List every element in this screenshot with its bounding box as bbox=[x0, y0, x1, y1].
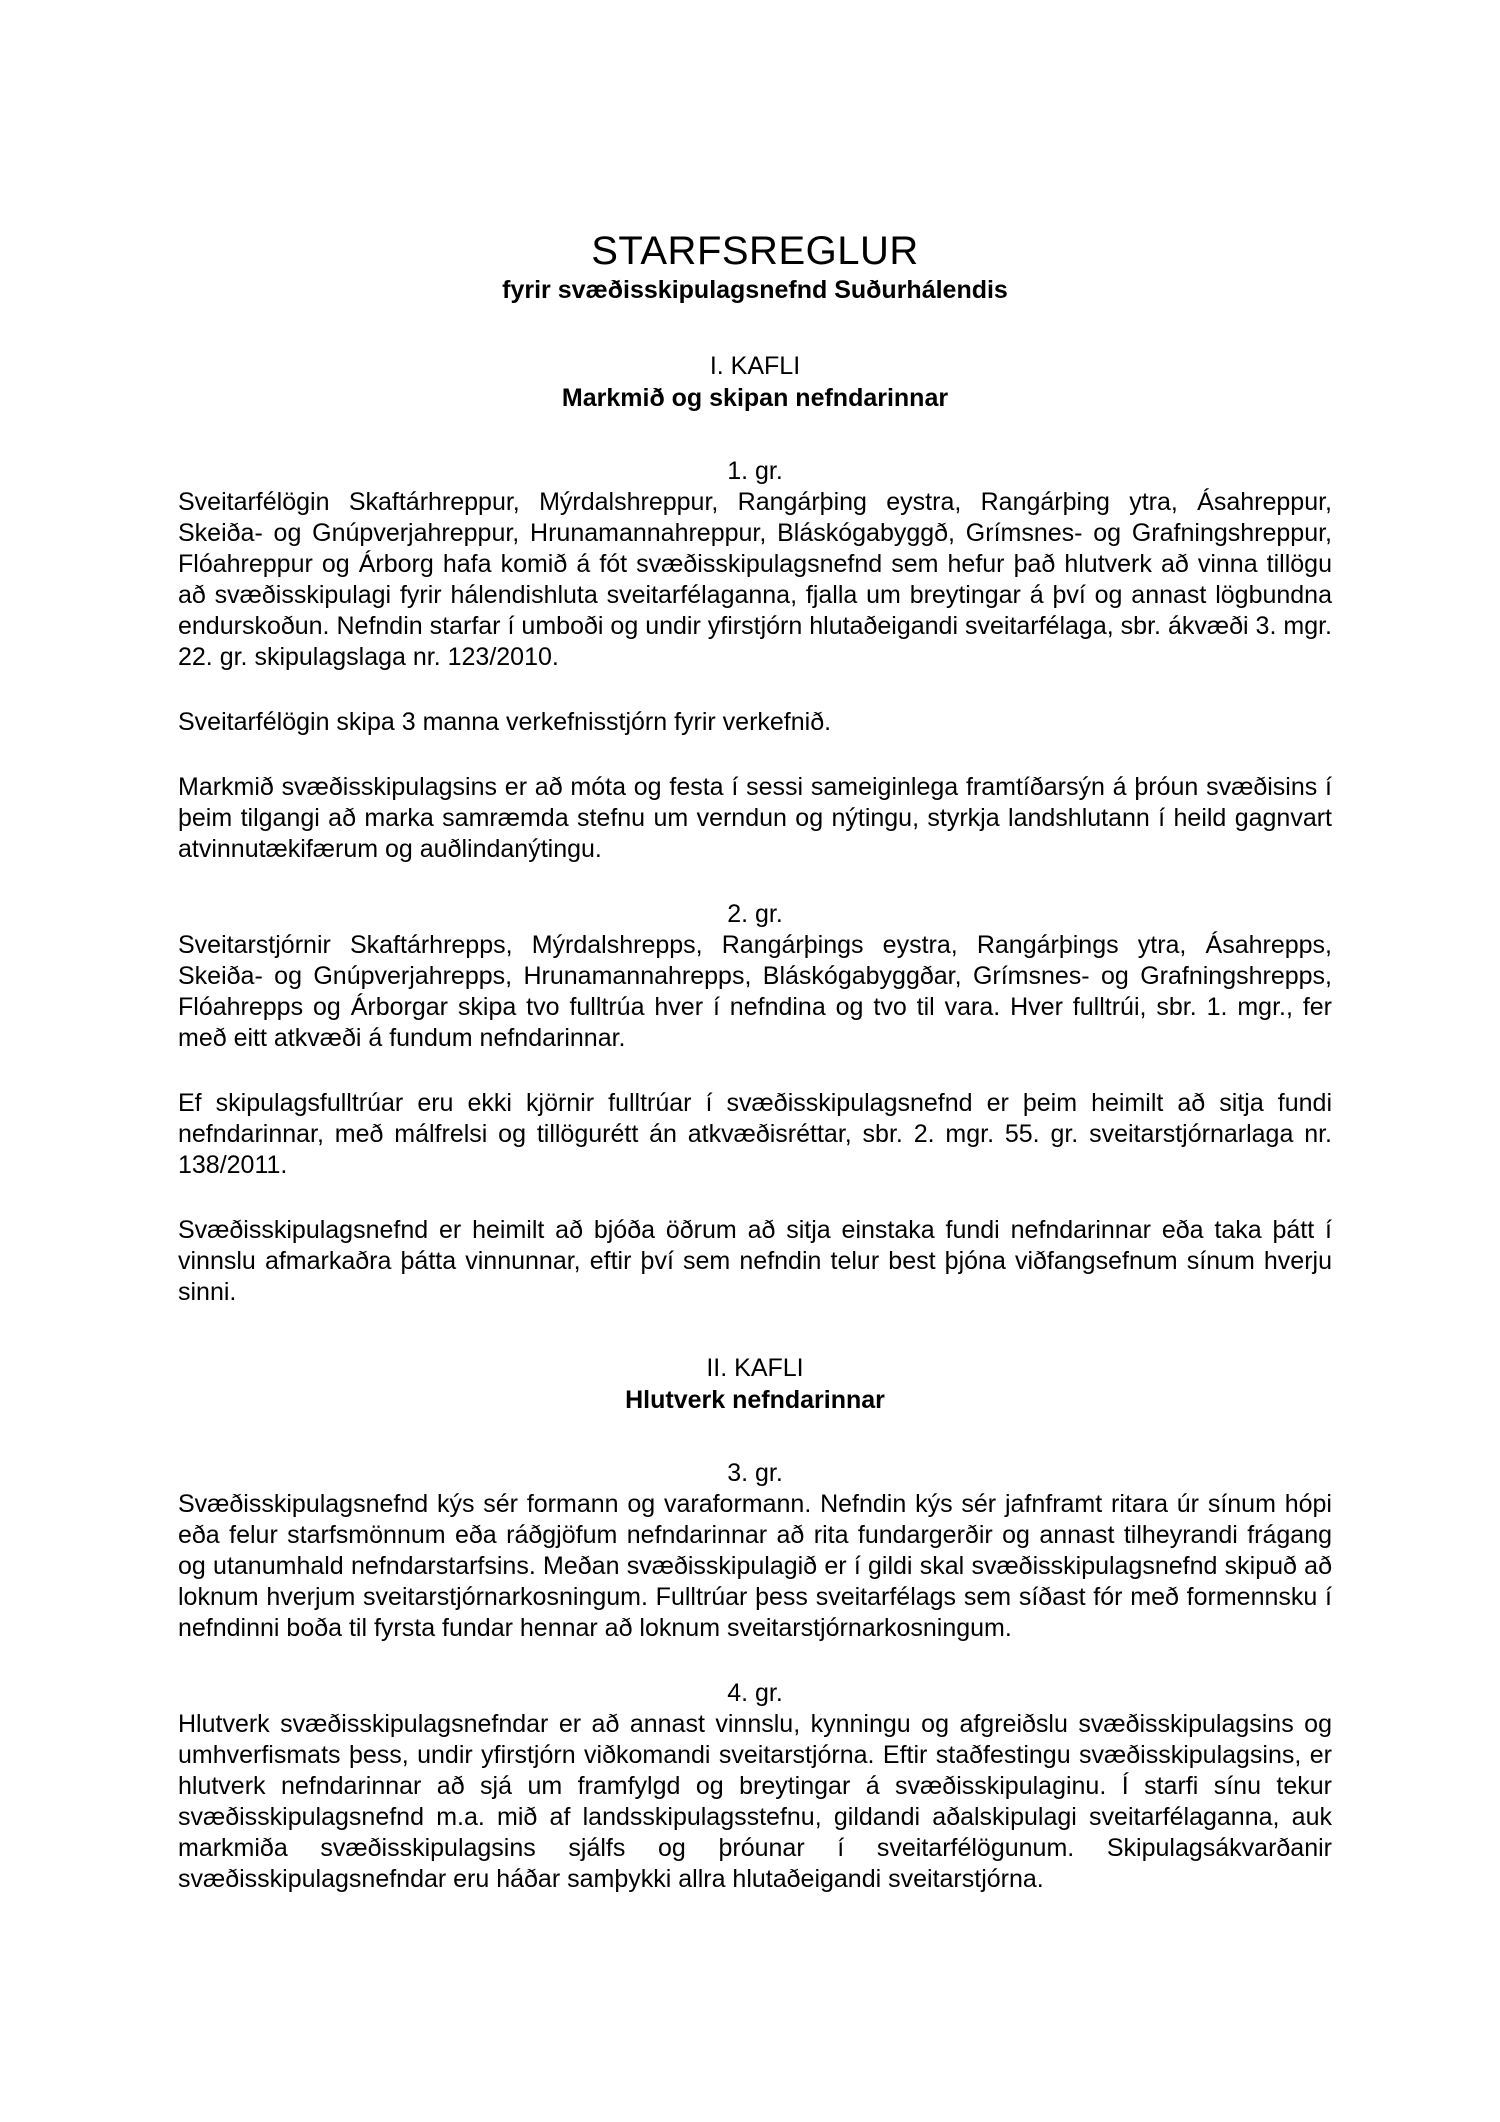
article-paragraph: Svæðisskipulagsnefnd kýs sér formann og varaformann. Nefndin kýs sér jafnframt ritara úr sínum hópi eða felur starfsmönnum eða ráðgjöfum nefndarinnar að rita fundargerðir og annast tilheyrandi frágang og utanumhald nefndarstarfsins. Meðan svæðisskipulagið er í gildi skal svæðisskipulagsnefnd skipuð að loknum hverjum sveitarstjórnarkosningum. Fulltrúar þess sveitarfélags sem síðast fór með formennsku í nefndinni boða til fyrsta fundar hennar að loknum sveitarstjórnarkosningum. bbox=[178, 1490, 1332, 1642]
article-1 bbox=[178, 456, 1332, 865]
article-paragraph: Svæðisskipulagsnefnd er heimilt að bjóða öðrum að sitja einstaka fundi nefndarinnar eða taka þátt í vinnslu afmarkaðra þátta vinnunnar, eftir því sem nefndin telur best þjóna viðfangsefnum sínum hverju sinni. bbox=[178, 1216, 1332, 1306]
article-paragraph: Sveitarfélögin Skaftárhreppur, Mýrdalshreppur, Rangárþing eystra, Rangárþing ytra, Ásahreppur, Skeiða- og Gnúpverjahreppur, Hrunamannahreppur, Bláskógabyggð, Grímsnes- og Grafningshreppur, Flóahreppur og Árborg hafa komið á fót svæðisskipulagsnefnd sem hefur það hlutverk að vinna tillögu að svæðisskipulagi fyrir hálendishluta sveitarfélaganna, fjalla um breytingar á því og annast lögbundna endurskoðun. Nefndin starfar í umboði og undir yfirstjórn hlutaðeigandi sveitarfélaga, sbr. ákvæði 3. mgr. 22. gr. skipulagslaga nr. 123/2010. bbox=[178, 488, 1332, 671]
article-paragraph: Ef skipulagsfulltrúar eru ekki kjörnir fulltrúar í svæðisskipulagsnefnd er þeim heimilt að sitja fundi nefndarinnar, með málfrelsi og tillögurétt án atkvæðisréttar, sbr. 2. mgr. 55. gr. sveitarstjórnarlaga nr. 138/2011. bbox=[178, 1089, 1332, 1179]
article-paragraph: Sveitarstjórnir Skaftárhrepps, Mýrdalshrepps, Rangárþings eystra, Rangárþings ytra, Ásahrepps, Skeiða- og Gnúpverjahrepps, Hrunamannahrepps, Bláskógabyggðar, Grímsnes- og Grafningshrepps, Flóahrepps og Árborgar skipa tvo fulltrúa hver í nefndina og tvo til vara. Hver fulltrúi, sbr. 1. mgr., fer með eitt atkvæði á fundum nefndarinnar. bbox=[178, 931, 1332, 1052]
article-number: 1. gr. bbox=[727, 457, 783, 485]
chapter-title: Hlutverk nefndarinnar bbox=[625, 1386, 885, 1414]
document-page bbox=[178, 228, 1332, 1895]
article-number: 4. gr. bbox=[727, 1679, 783, 1707]
document-subtitle: fyrir svæðisskipulagsnefnd Suðurhálendis bbox=[502, 276, 1008, 304]
chapter-number: II. KAFLI bbox=[706, 1354, 804, 1382]
article-4 bbox=[178, 1678, 1332, 1895]
article-paragraph: Markmið svæðisskipulagsins er að móta og festa í sessi sameiginlega framtíðarsýn á þróun svæðisins í þeim tilgangi að marka samræmda stefnu um verndun og nýtingu, styrkja landshlutann í heild gagnvart atvinnutækifærum og auðlindanýtingu. bbox=[178, 773, 1332, 863]
document-title: STARFSREGLUR bbox=[591, 229, 919, 273]
article-2 bbox=[178, 899, 1332, 1308]
chapter-2 bbox=[178, 1352, 1332, 1895]
article-paragraph: Hlutverk svæðisskipulagsnefndar er að annast vinnslu, kynningu og afgreiðslu svæðisskipulagsins og umhverfismats þess, undir yfirstjórn viðkomandi sveitarstjórna. Eftir staðfestingu svæðisskipulagsins, er hlutverk nefndarinnar að sjá um framfylgd og breytingar á svæðisskipulaginu. Í starfi sínu tekur svæðisskipulagsnefnd m.a. mið af landsskipulagsstefnu, gildandi aðalskipulagi sveitarfélaganna, auk markmiða svæðisskipulagsins sjálfs og þróunar í sveitarfélögunum. Skipulagsákvarðanir svæðisskipulagsnefndar eru háðar samþykki allra hlutaðeigandi sveitarstjórna. bbox=[178, 1710, 1332, 1893]
chapter-1 bbox=[178, 350, 1332, 1308]
article-number: 2. gr. bbox=[727, 900, 783, 928]
chapter-title: Markmið og skipan nefndarinnar bbox=[561, 384, 949, 412]
article-paragraph: Sveitarfélögin skipa 3 manna verkefnisstjórn fyrir verkefnið. bbox=[178, 708, 832, 736]
article-number: 3. gr. bbox=[727, 1459, 783, 1487]
article-3 bbox=[178, 1458, 1332, 1644]
chapter-number: I. KAFLI bbox=[709, 352, 801, 380]
